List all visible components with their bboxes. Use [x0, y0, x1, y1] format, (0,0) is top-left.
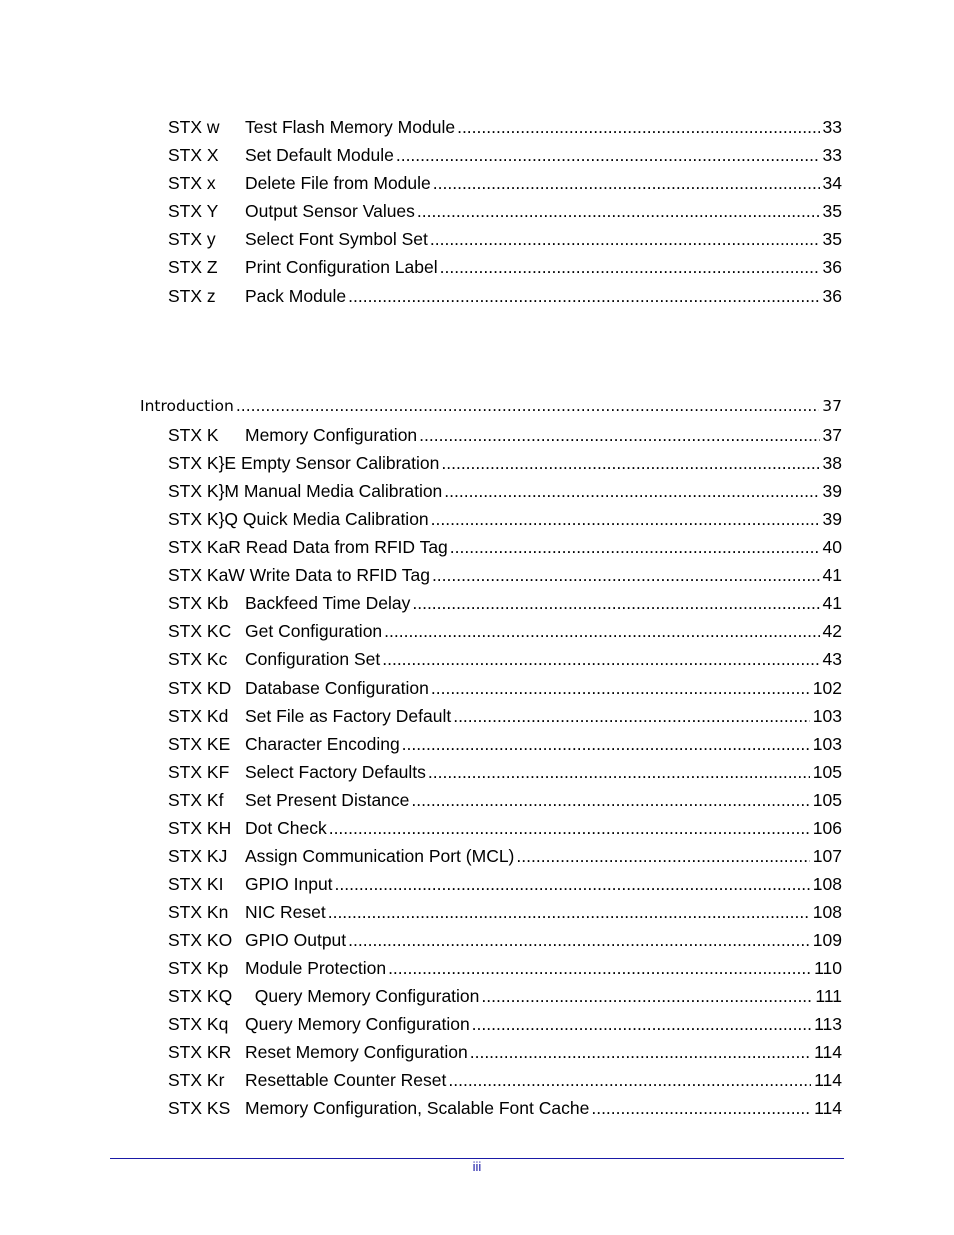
toc-entry-page: 102 [812, 678, 842, 698]
toc-entry-title: Query Memory Configuration [245, 1014, 470, 1034]
dot-leader [591, 1098, 811, 1119]
toc-entry-title: STX K}Q Quick Media Calibration [168, 509, 429, 529]
toc-entry-page: 36 [822, 286, 842, 306]
toc-entry-title: Query Memory Configuration [245, 986, 480, 1006]
dot-leader [432, 565, 820, 586]
dot-leader [431, 509, 820, 530]
toc-entry-title: Set File as Factory Default [245, 706, 452, 726]
toc-entry-page: 34 [822, 173, 842, 193]
toc-entry-page: 36 [822, 257, 842, 277]
dot-leader [428, 762, 810, 783]
toc-entry-code: STX Kq [168, 1014, 229, 1034]
toc-entry[interactable] [168, 286, 842, 308]
toc-entry-page: 114 [814, 1070, 842, 1090]
toc-entry[interactable] [168, 1042, 842, 1064]
dot-leader [412, 593, 819, 614]
toc-entry[interactable] [168, 453, 842, 475]
toc-entry[interactable] [168, 117, 842, 139]
toc-entry-title: Configuration Set [245, 649, 381, 669]
toc-entry-code: STX KQ [168, 986, 233, 1006]
dot-leader [444, 481, 819, 502]
toc-entry[interactable] [168, 1098, 842, 1120]
toc-entry[interactable] [168, 1070, 842, 1092]
toc-entry-code: STX KC [168, 621, 232, 641]
toc-entry-page: 37 [822, 425, 842, 445]
toc-entry-code: STX KH [168, 818, 232, 838]
dot-leader [411, 790, 809, 811]
dot-leader [470, 1042, 811, 1063]
dot-leader [348, 930, 810, 951]
dot-leader [453, 706, 810, 727]
toc-entry-title: Delete File from Module [245, 173, 431, 193]
dot-leader [384, 621, 819, 642]
toc-entry-page: 111 [815, 986, 842, 1006]
toc-entry[interactable] [168, 509, 842, 531]
dot-leader [516, 846, 809, 867]
toc-entry-code: STX Kd [168, 706, 229, 726]
toc-entry[interactable] [168, 425, 842, 447]
toc-entry[interactable] [168, 734, 842, 756]
toc-entry-page: 110 [814, 958, 842, 978]
toc-entry-title: Get Configuration [245, 621, 383, 641]
toc-entry-title: STX K}E Empty Sensor Calibration [168, 453, 440, 473]
toc-entry-page: 39 [822, 509, 842, 529]
toc-entry[interactable] [168, 201, 842, 223]
toc-entry-code: STX K [168, 425, 219, 445]
toc-entry-page: 42 [822, 621, 842, 641]
toc-entry-code: STX Z [168, 257, 218, 277]
toc-entry[interactable] [168, 593, 842, 615]
toc-entry-code: STX KF [168, 762, 230, 782]
toc-entry-title: STX KaR Read Data from RFID Tag [168, 537, 448, 557]
toc-entry-page: 105 [812, 762, 842, 782]
toc-section-page: 37 [822, 397, 842, 415]
toc-entry-code: STX Kf [168, 790, 224, 810]
toc-entry-code: STX Kp [168, 958, 229, 978]
dot-leader [472, 1014, 811, 1035]
toc-entry-title: Test Flash Memory Module [245, 117, 456, 137]
toc-entry-title: STX K}M Manual Media Calibration [168, 481, 443, 501]
dot-leader [417, 201, 820, 222]
toc-entry[interactable] [168, 902, 842, 924]
toc-entry-title: Memory Configuration, Scalable Font Cache [245, 1098, 590, 1118]
toc-entry-title: Output Sensor Values [245, 201, 415, 221]
dot-leader [388, 958, 811, 979]
toc-entry-code: STX KI [168, 874, 224, 894]
toc-entry[interactable] [168, 649, 842, 671]
toc-entry-code: STX KS [168, 1098, 231, 1118]
toc-entry-page: 114 [814, 1098, 842, 1118]
toc-entry-page: 108 [812, 902, 842, 922]
toc-entry-code: STX x [168, 173, 216, 193]
toc-entry-code: STX z [168, 286, 216, 306]
dot-leader [419, 425, 819, 446]
toc-entry-page: 33 [822, 145, 842, 165]
toc-entry-title: Print Configuration Label [245, 257, 438, 277]
toc-entry[interactable] [168, 930, 842, 952]
toc-entry-title: Database Configuration [245, 678, 429, 698]
toc-entry-page: 107 [812, 846, 842, 866]
toc-entry-title: Backfeed Time Delay [245, 593, 411, 613]
toc-entry-title: GPIO Input [245, 874, 333, 894]
toc-entry-title: Reset Memory Configuration [245, 1042, 468, 1062]
toc-entry-code: STX KJ [168, 846, 228, 866]
toc-entry-code: STX KE [168, 734, 231, 754]
dot-leader [348, 286, 819, 307]
toc-entry[interactable] [168, 818, 842, 840]
toc-entry[interactable] [168, 706, 842, 728]
dot-leader [328, 902, 810, 923]
toc-entry[interactable] [168, 257, 842, 279]
toc-entry-page: 106 [812, 818, 842, 838]
dot-leader [441, 453, 819, 474]
toc-entry-page: 35 [822, 201, 842, 221]
toc-entry-title: Character Encoding [245, 734, 400, 754]
toc-entry[interactable] [168, 762, 842, 784]
dot-leader [402, 734, 810, 755]
toc-entry[interactable] [168, 790, 842, 812]
toc-entry-code: STX KO [168, 930, 233, 950]
toc-entry-page: 103 [812, 706, 842, 726]
dot-leader [236, 397, 819, 415]
toc-entry-title: Select Factory Defaults [245, 762, 426, 782]
dot-leader [457, 117, 819, 138]
toc-entry[interactable] [168, 173, 842, 195]
toc-entry-code: STX Kc [168, 649, 228, 669]
toc-entry-code: STX KD [168, 678, 232, 698]
footer-page-number: iii [472, 1159, 482, 1174]
toc-entry-title: Pack Module [245, 286, 347, 306]
toc-entry-code: STX y [168, 229, 216, 249]
toc-entry-code: STX X [168, 145, 219, 165]
toc-entry-page: 41 [822, 593, 842, 613]
toc-entry-page: 33 [822, 117, 842, 137]
dot-leader [450, 537, 820, 558]
toc-entry-page: 40 [822, 537, 842, 557]
toc-entry[interactable] [168, 145, 842, 167]
toc-entry[interactable] [168, 1014, 842, 1036]
dot-leader [396, 145, 820, 166]
toc-entry[interactable] [168, 229, 842, 251]
toc-entry[interactable] [168, 986, 842, 1008]
toc-section-title: Introduction [140, 397, 234, 415]
toc-entry-page: 109 [812, 930, 842, 950]
toc-entry[interactable] [168, 621, 842, 643]
toc-entry-page: 113 [814, 1014, 842, 1034]
toc-entry-title: NIC Reset [245, 902, 326, 922]
toc-entry-page: 35 [822, 229, 842, 249]
toc-entry-code: STX Kr [168, 1070, 225, 1090]
dot-leader [481, 986, 812, 1007]
dot-leader [431, 678, 810, 699]
toc-entry-page: 114 [814, 1042, 842, 1062]
dot-leader [335, 874, 810, 895]
toc-entry-page: 103 [812, 734, 842, 754]
toc-entry-code: STX Kn [168, 902, 229, 922]
dot-leader [433, 173, 820, 194]
toc-entry[interactable] [168, 874, 842, 896]
toc-entry[interactable] [168, 678, 842, 700]
toc-entry-title: Memory Configuration [245, 425, 418, 445]
toc-entry-title: Set Default Module [245, 145, 394, 165]
dot-leader [430, 229, 820, 250]
toc-entry[interactable] [168, 565, 842, 587]
toc-entry-page: 39 [822, 481, 842, 501]
toc-section-introduction[interactable] [140, 397, 842, 419]
toc-entry-title: Dot Check [245, 818, 327, 838]
dot-leader [440, 257, 820, 278]
dot-leader [382, 649, 819, 670]
toc-entry-title: Select Font Symbol Set [245, 229, 428, 249]
toc-entry[interactable] [168, 846, 842, 868]
toc-entry-title: GPIO Output [245, 930, 347, 950]
toc-entry-title: Assign Communication Port (MCL) [245, 846, 515, 866]
toc-entry-code: STX KR [168, 1042, 232, 1062]
toc-entry-code: STX Y [168, 201, 219, 221]
dot-leader [329, 818, 810, 839]
toc-entry-page: 38 [822, 453, 842, 473]
toc-entry-code: STX Kb [168, 593, 229, 613]
toc-entry-code: STX w [168, 117, 220, 137]
toc-entry-title: Resettable Counter Reset [245, 1070, 447, 1090]
toc-entry-page: 41 [822, 565, 842, 585]
toc-entry[interactable] [168, 958, 842, 980]
toc-entry-page: 105 [812, 790, 842, 810]
toc-entry-title: STX KaW Write Data to RFID Tag [168, 565, 430, 585]
toc-entry-title: Set Present Distance [245, 790, 410, 810]
toc-entry[interactable] [168, 537, 842, 559]
dot-leader [448, 1070, 811, 1091]
toc-entry[interactable] [168, 481, 842, 503]
toc-entry-page: 108 [812, 874, 842, 894]
toc-entry-title: Module Protection [245, 958, 387, 978]
toc-entry-page: 43 [822, 649, 842, 669]
